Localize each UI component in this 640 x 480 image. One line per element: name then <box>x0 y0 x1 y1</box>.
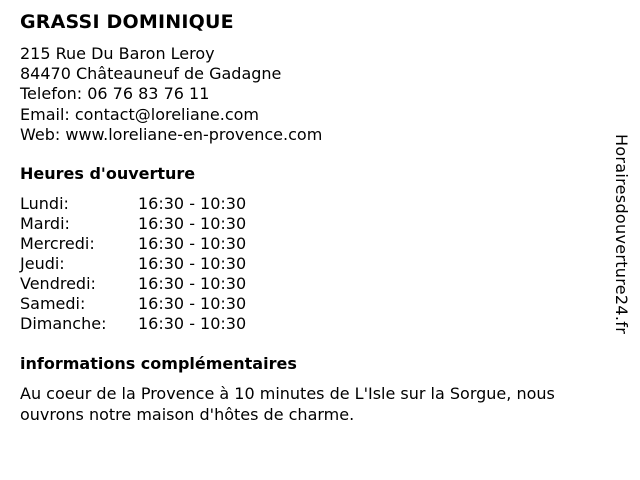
web-line: Web: www.loreliane-en-provence.com <box>20 124 323 144</box>
city-line: 84470 Châteauneuf de Gadagne <box>20 64 282 84</box>
time-value: 16:30 - 10:30 <box>138 314 247 333</box>
time-value: 16:30 - 10:30 <box>138 254 247 273</box>
hours-row <box>20 214 246 234</box>
day-label: Mercredi: <box>20 234 95 253</box>
hours-row <box>20 254 246 274</box>
hours-row <box>20 194 246 214</box>
business-name: GRASSI DOMINIQUE <box>20 11 234 33</box>
day-label: Vendredi: <box>20 274 96 293</box>
time-value: 16:30 - 10:30 <box>138 194 247 213</box>
contact-block <box>20 44 322 145</box>
day-label: Dimanche: <box>20 314 107 333</box>
hours-heading: Heures d'ouverture <box>20 164 196 183</box>
time-value: 16:30 - 10:30 <box>138 214 247 233</box>
time-value: 16:30 - 10:30 <box>138 294 247 313</box>
watermark-text: Horairesdouverture24.fr <box>612 134 631 335</box>
hours-table <box>20 194 246 334</box>
day-label: Jeudi: <box>20 254 65 273</box>
day-label: Lundi: <box>20 194 69 213</box>
street-address: 215 Rue Du Baron Leroy <box>20 44 215 63</box>
hours-row <box>20 234 246 254</box>
hours-row <box>20 294 246 314</box>
hours-row <box>20 314 246 334</box>
phone-line: Telefon: 06 76 83 76 11 <box>20 84 210 104</box>
time-value: 16:30 - 10:30 <box>138 274 247 293</box>
email-line: Email: contact@loreliane.com <box>20 104 259 124</box>
info-text: Au coeur de la Provence à 10 minutes de L'Isle sur la Sorgue, nous ouvrons notre maison d'hôtes de charme. <box>20 384 555 424</box>
hours-row <box>20 274 246 294</box>
info-heading: informations complémentaires <box>20 354 297 373</box>
day-label: Samedi: <box>20 294 86 313</box>
time-value: 16:30 - 10:30 <box>138 234 247 253</box>
day-label: Mardi: <box>20 214 70 233</box>
